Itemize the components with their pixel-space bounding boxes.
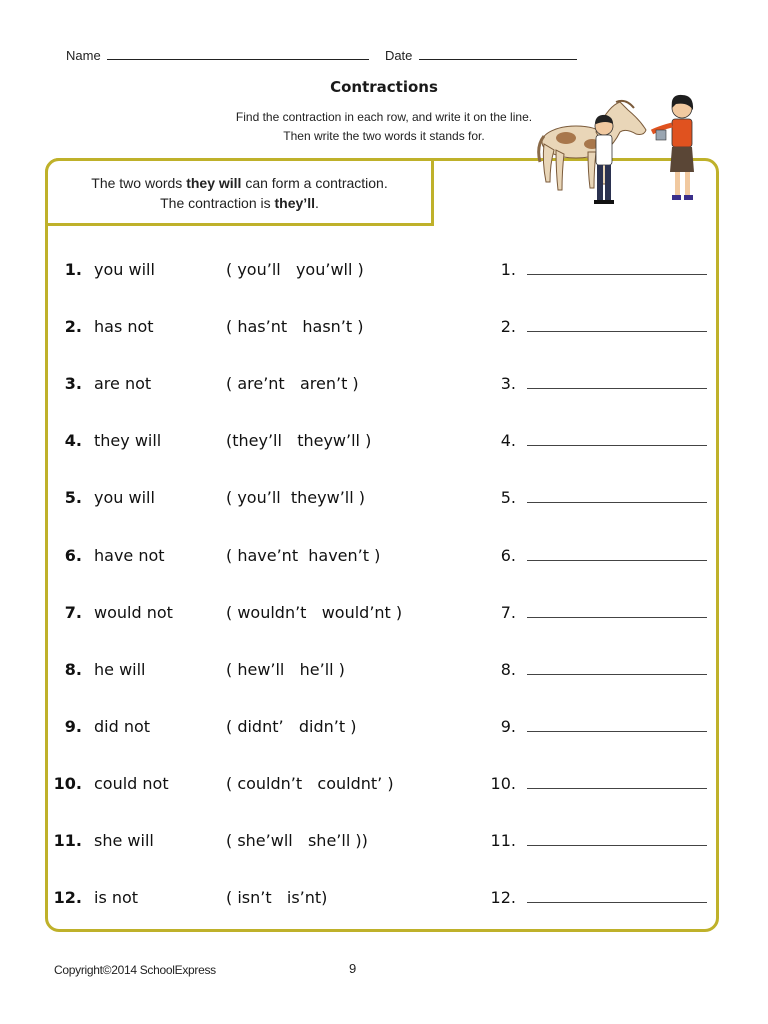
- answer-number: 2.: [500, 317, 516, 337]
- row-words: she will: [94, 831, 154, 850]
- answer-line[interactable]: [527, 831, 707, 846]
- row-choices: ( have’nt haven’t ): [226, 545, 381, 565]
- row-number: 12.: [53, 888, 82, 908]
- row-words: did not: [94, 716, 151, 736]
- name-date-header: [66, 48, 577, 63]
- answer-number: 10.: [490, 773, 516, 793]
- row-number: 9.: [64, 716, 82, 736]
- row-words: are not: [94, 374, 152, 394]
- row-words: they will: [94, 431, 162, 451]
- row-choices: ( didnt’ didn’t ): [226, 716, 357, 736]
- instructions-line-1: Find the contraction in each row, and write it on the line.: [235, 110, 533, 124]
- row-number: 8.: [64, 659, 82, 679]
- answer-line[interactable]: [527, 374, 707, 389]
- row-choices: ( wouldn’t would’nt ): [226, 602, 403, 622]
- answer-line[interactable]: [527, 317, 707, 332]
- row-number: 1.: [64, 260, 82, 279]
- exercise-row: [0, 317, 768, 341]
- row-choices: ( you’ll theyw’ll ): [226, 488, 365, 508]
- answer-line[interactable]: [527, 488, 707, 503]
- answer-number: 4.: [500, 431, 516, 451]
- row-choices: ( are’nt aren’t ): [226, 374, 359, 394]
- row-words: is not: [94, 888, 139, 908]
- page-title: Contractions: [330, 78, 438, 96]
- name-field[interactable]: [107, 48, 369, 60]
- row-words: have not: [94, 545, 165, 565]
- answer-line[interactable]: [527, 431, 707, 446]
- exercise-row: [0, 431, 768, 455]
- exercise-row: [0, 603, 768, 627]
- answer-number: 11.: [490, 831, 516, 850]
- row-words: he will: [94, 659, 146, 679]
- answer-number: 9.: [500, 716, 516, 736]
- example-text: The contraction is: [160, 195, 275, 211]
- answer-line[interactable]: [527, 546, 707, 561]
- answer-line[interactable]: [527, 774, 707, 789]
- date-field[interactable]: [419, 48, 577, 60]
- example-text: can form a contraction.: [241, 175, 388, 191]
- row-choices: ( she’wll she’ll )): [226, 831, 368, 850]
- children-with-horse-illustration: [536, 92, 712, 210]
- exercise-row: [0, 488, 768, 512]
- row-number: 3.: [64, 374, 82, 394]
- answer-line[interactable]: [527, 260, 707, 275]
- row-number: 2.: [64, 317, 82, 337]
- answer-line[interactable]: [527, 603, 707, 618]
- answer-number: 8.: [500, 659, 516, 679]
- row-number: 11.: [53, 831, 82, 850]
- row-choices: ( hew’ll he’ll ): [226, 659, 345, 679]
- row-words: could not: [94, 773, 169, 793]
- horse-illustration: [539, 101, 646, 190]
- row-choices: (they’ll theyw’ll ): [226, 431, 372, 451]
- example-words: they will: [186, 175, 242, 191]
- answer-number: 1.: [500, 260, 516, 279]
- row-words: has not: [94, 317, 154, 337]
- example-contraction: they’ll: [274, 195, 315, 211]
- exercise-row: [0, 717, 768, 741]
- exercise-row: [0, 660, 768, 684]
- page-number: 9: [349, 961, 357, 976]
- row-number: 10.: [53, 773, 82, 793]
- exercise-row: [0, 374, 768, 398]
- row-choices: ( couldn’t couldnt’ ): [226, 773, 394, 793]
- row-number: 5.: [64, 488, 82, 508]
- answer-number: 6.: [500, 545, 516, 565]
- row-words: would not: [94, 602, 173, 622]
- answer-number: 5.: [500, 488, 516, 508]
- exercise-row: [0, 546, 768, 570]
- row-words: you will: [94, 488, 155, 508]
- example-box: [45, 158, 434, 226]
- row-choices: ( has’nt hasn’t ): [226, 317, 364, 337]
- name-label: Name: [66, 48, 101, 63]
- answer-line[interactable]: [527, 888, 707, 903]
- answer-number: 7.: [500, 602, 516, 622]
- row-number: 6.: [64, 545, 82, 565]
- date-label: Date: [384, 48, 413, 63]
- row-number: 7.: [64, 602, 82, 622]
- girl-illustration: [652, 95, 694, 200]
- exercise-row: [0, 831, 768, 855]
- exercise-row: [0, 774, 768, 798]
- row-choices: ( isn’t is’nt): [226, 888, 328, 908]
- row-number: 4.: [64, 431, 82, 451]
- exercise-row: [0, 888, 768, 912]
- example-text: The two words: [91, 175, 187, 191]
- row-choices: ( you’ll you’wll ): [226, 260, 364, 279]
- example-text: .: [314, 195, 319, 211]
- answer-line[interactable]: [527, 717, 707, 732]
- row-words: you will: [94, 260, 155, 279]
- instructions-line-2: Then write the two words it stands for.: [283, 129, 485, 143]
- copyright: Copyright©2014 SchoolExpress: [54, 963, 216, 977]
- answer-line[interactable]: [527, 660, 707, 675]
- answer-number: 12.: [490, 888, 516, 908]
- boy-illustration: [594, 115, 614, 204]
- exercise-row: [0, 260, 768, 284]
- answer-number: 3.: [500, 374, 516, 394]
